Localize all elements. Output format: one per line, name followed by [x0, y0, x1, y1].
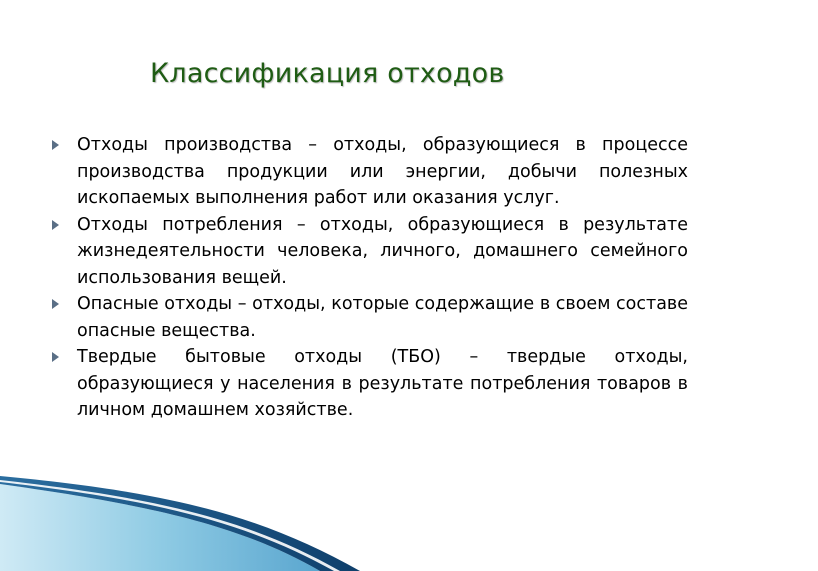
- item-term: Отходы производства: [77, 135, 293, 155]
- item-separator: –: [232, 294, 253, 314]
- item-term: Отходы потребления: [77, 214, 283, 235]
- item-term: Твердые бытовые отходы (ТБО): [77, 347, 441, 367]
- item-definition: твердые отходы, образующиеся у населения в результате потребления товаров в личном домашнем хозяйстве.: [77, 347, 688, 420]
- item-definition: отходы, которые содержащие в своем составе опасные вещества.: [77, 294, 688, 341]
- item-separator: –: [440, 347, 507, 367]
- item-separator: –: [292, 135, 334, 155]
- swoosh-light-band: [0, 484, 320, 571]
- item-definition: отходы, образующиеся в процессе производства продукции или энергии, добычи полезных ископаемых выполнения работ или оказания услуг.: [77, 135, 689, 208]
- item-definition: отходы, образующиеся в результате жизнедеятельности человека, личного, домашнего семейного использования вещей.: [77, 214, 688, 288]
- item-term: Опасные отходы: [77, 294, 233, 314]
- item-separator: –: [282, 214, 320, 235]
- slide-title: Классификация отходов: [150, 58, 505, 89]
